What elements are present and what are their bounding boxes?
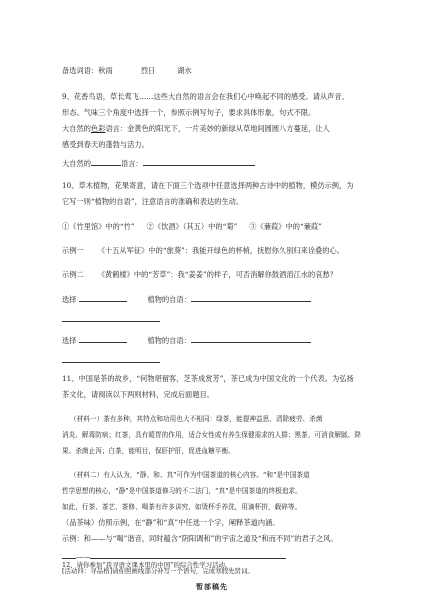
- q11-example: 示例：和——与“喝”谐音，同时蕴含“阴阳调和”的宇宙之道及“和而不同”的君子之风。: [62, 534, 338, 543]
- q11-material-2-line-1: （材料二）有人认为，“静、和、真”可作为中国茶道的核心内容。“和”是中国茶道: [70, 471, 310, 479]
- q9-answer-prefix: 大自然的: [62, 159, 91, 168]
- q10-options-line: [62, 222, 322, 232]
- q10-select-label: 选择: [62, 336, 77, 345]
- q10-voice-blank[interactable]: [191, 293, 311, 302]
- q10-voice-label: 植物的自语：: [147, 295, 191, 304]
- q10-stem-line-2: 它写一则“植物的自语”，注意语言的准确和表达的生动。: [62, 197, 244, 206]
- q11-material-2-line-2: 哲学思想的核心，“静”是中国茶道修习的不二法门，“真”是中国茶道的终极追求。: [62, 487, 302, 495]
- q11-stem-line-1: 11、中国是茶的故乡，“何物堪留客，芝茶成赏芳”，茶已成为中国文化的一个代表。为弘扬: [62, 374, 354, 383]
- q11-stem-line-2: 茶文化，请阅读以下两则材料，完成后面题目。: [62, 390, 214, 399]
- q9-example-line-2: 感受到春天的蓬勃与活力。: [62, 140, 149, 149]
- q10-option: ②《饮酒》（其五）中的“菊”: [146, 222, 238, 231]
- q10-stem-line-1: 10、草木植物，花果寄意，请在下面三个选项中任意选择两种古诗中的植物，模仿示例，为: [62, 181, 354, 190]
- q11-answer-dash: ——: [76, 552, 91, 561]
- q8-option: 秋雨: [98, 66, 113, 75]
- q11-blank-char[interactable]: [62, 550, 76, 559]
- q10-voice-blank-cont[interactable]: [62, 354, 160, 363]
- q11-material-1-line-1: （材料一）茶有多种，其特点和功用也大不相同：绿茶，能提神益思、清除疲劳、杀菌: [70, 415, 323, 423]
- q8-option: 烈日: [140, 66, 156, 75]
- q11-blank-explanation[interactable]: [90, 550, 286, 559]
- q10-example-label: 示例二: [62, 270, 84, 279]
- q10-example-label: 示例一: [62, 246, 84, 255]
- q8-option: 湖水: [177, 66, 192, 75]
- q9-example-keyword: 色彩: [90, 124, 106, 133]
- q10-example-1: [62, 246, 344, 256]
- q10-answer-row-2: [62, 334, 311, 346]
- q10-option: ③《蒹葭》中的“蒹葭”: [249, 222, 322, 231]
- q10-voice-label: 植物的自语：: [147, 336, 191, 345]
- q10-select-blank[interactable]: [79, 293, 127, 302]
- q10-answer-row-1: [62, 293, 311, 305]
- q11-material-1-line-3: 果、杀菌止泻；白茶，能明目，保肝护肝，促进血糖平衡。: [62, 447, 235, 455]
- q10-example-text: 《黄鹤楼》中的“芳草”：我“姜姜”的样子，可否消解你鼓酒滔江水的哀愁？: [97, 270, 337, 279]
- q10-select-blank[interactable]: [79, 334, 127, 343]
- q10-example-text: 《十五从军征》中的“旅葵”：我能开绿色的杯梢，抚慰你久别归来诠叠的心。: [97, 246, 345, 255]
- q12-activity: [活动四：寻品格]请你照画线部分补写一个语句，完成寒假先贤词。: [62, 567, 254, 575]
- q9-blank-sentence[interactable]: [143, 157, 255, 166]
- q9-stem-line-1: 9、花香鸟语，草长莺飞……这些大自然的语言会在我们心中唤起不同的感受。请从声音、: [62, 92, 349, 101]
- q10-voice-blank-cont[interactable]: [62, 313, 160, 322]
- q10-select-label: 选择: [62, 295, 77, 304]
- q9-answer-line: [62, 157, 255, 169]
- page-footer: 暂部稿先: [196, 582, 228, 591]
- q9-stem-line-2: 形态、气味三个角度中选择一个，参照示例写句子，要求具体形象，句式不限。: [62, 108, 316, 117]
- q8-options-prefix: 备选词语：: [62, 66, 99, 75]
- q12-stem: 12、请你参加“我寻语文课本里的中国”的综合性学习活动。: [62, 561, 232, 569]
- q9-example-text: 语言：金黄色的阳光下，一片美妙的新绿从草地间圆圆八方蔓延，让人: [105, 124, 330, 133]
- q9-blank-angle[interactable]: [91, 157, 121, 166]
- q9-example-prefix: 大自然的: [62, 124, 91, 133]
- q11-material-1-line-2: 消炎、解毒防病；红茶，具有暖胃的作用，适合女性或有养生保健需求的人群；黑茶，可消食解腻、降: [62, 431, 361, 439]
- q11-material-2-line-3: 如此，行茶、茶艺、茶修、喝茶有许多讲究，如烫杯手养洗，用滴杯拼，载碎等。: [62, 503, 302, 511]
- q10-answer-row-1-cont: [62, 313, 160, 325]
- q10-option: ①《竹里馆》中的“竹”: [62, 222, 135, 231]
- q9-example-line-1: [62, 124, 330, 134]
- q10-example-2: [62, 270, 337, 280]
- q10-voice-blank[interactable]: [191, 334, 311, 343]
- q9-answer-mid: 语言：: [120, 159, 143, 168]
- q8-options-line: [62, 66, 192, 76]
- q10-answer-row-2-cont: [62, 354, 160, 366]
- q11-task: （品茶味）仿照示例，在“静”和“真”中任选一个字，阐释茶道内涵。: [62, 518, 280, 527]
